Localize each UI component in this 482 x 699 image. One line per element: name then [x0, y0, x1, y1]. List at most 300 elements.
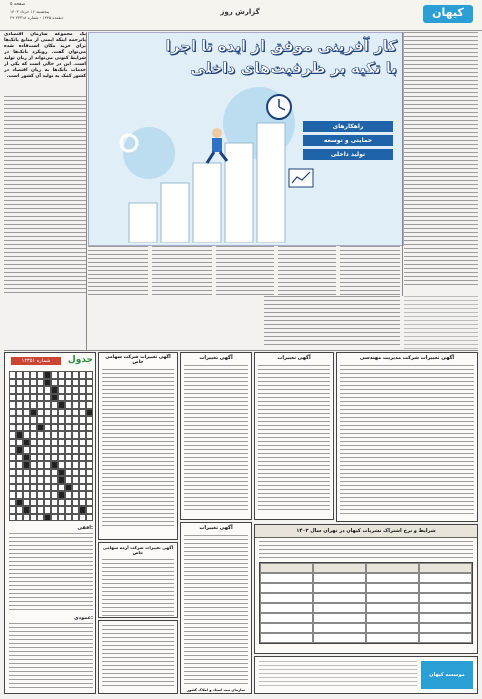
crossword-cell — [9, 386, 16, 394]
right-column-text — [404, 32, 478, 287]
crossword-cell — [79, 424, 86, 432]
crossword-cell — [72, 424, 79, 432]
crossword-cell — [37, 431, 44, 439]
crossword-cell — [51, 476, 58, 484]
crossword-cell — [51, 491, 58, 499]
crossword-cell — [30, 401, 37, 409]
subscription-table-cell — [260, 583, 313, 593]
section-title: گزارش روز — [220, 8, 260, 16]
hero-text-col-1 — [340, 246, 400, 298]
crossword-cell — [23, 379, 30, 387]
crossword-cell — [65, 454, 72, 462]
crossword-cell — [16, 379, 23, 387]
crossword-cell — [37, 371, 44, 379]
subscription-table-cell — [260, 623, 313, 633]
crossword-cell — [65, 371, 72, 379]
subscription-table-cell — [419, 573, 472, 583]
left-column — [4, 32, 86, 298]
crossword-cell — [65, 469, 72, 477]
subscription-table-cell — [313, 633, 366, 643]
crossword-cell — [51, 506, 58, 514]
subscription-table-cell — [419, 593, 472, 603]
subscription-table-cell — [419, 603, 472, 613]
crossword-black-cell — [23, 506, 30, 514]
crossword-cell — [37, 484, 44, 492]
crossword-cell — [86, 484, 93, 492]
crossword-cell — [9, 454, 16, 462]
crossword-cell — [86, 401, 93, 409]
chart-icon — [289, 169, 313, 187]
crossword-cell — [9, 409, 16, 417]
crossword-black-cell — [16, 446, 23, 454]
crossword-cell — [65, 394, 72, 402]
crossword-black-cell — [16, 431, 23, 439]
crossword-black-cell — [23, 454, 30, 462]
crossword-cell — [65, 416, 72, 424]
crossword-cell — [72, 506, 79, 514]
crossword-cell — [65, 491, 72, 499]
ad-box-3-title: آگهی تغییرات — [277, 355, 311, 361]
subscription-table-cell — [313, 583, 366, 593]
subscription-table-cell — [313, 573, 366, 583]
subscription-table-cell — [313, 593, 366, 603]
crossword-cell — [16, 416, 23, 424]
ad-box-7 — [180, 522, 252, 694]
subscription-table-cell — [313, 613, 366, 623]
ad-box-2-title: آگهی تغییرات — [199, 355, 233, 361]
right-column — [404, 32, 478, 294]
crossword-cell — [79, 386, 86, 394]
crossword-cell — [16, 394, 23, 402]
crossword-black-cell — [16, 499, 23, 507]
crossword-grid — [9, 371, 93, 521]
crossword-cell — [44, 446, 51, 454]
crossword-cell — [16, 386, 23, 394]
crossword-cell — [72, 454, 79, 462]
ad-box-5-title: آگهی تغییرات شرکت آرمه سهامی خاص — [102, 545, 174, 555]
subscription-table-cell — [419, 633, 472, 643]
crossword-cell — [9, 499, 16, 507]
crossword-cell — [44, 454, 51, 462]
crossword-cell — [44, 506, 51, 514]
crossword-cell — [23, 371, 30, 379]
hero-section — [88, 32, 404, 246]
crossword-cell — [44, 476, 51, 484]
crossword-cell — [79, 394, 86, 402]
crossword-cell — [16, 514, 23, 522]
crossword-cell — [72, 409, 79, 417]
hero-text-col-5 — [88, 246, 148, 298]
crossword-cell — [79, 461, 86, 469]
crossword-cell — [23, 431, 30, 439]
ad-box-2 — [180, 352, 252, 520]
crossword-cell — [58, 409, 65, 417]
clock-icon — [267, 95, 291, 119]
crossword-cell — [65, 431, 72, 439]
crossword-cell — [37, 491, 44, 499]
crossword-cell — [58, 439, 65, 447]
column-rule-2 — [86, 32, 87, 350]
crossword-cell — [51, 431, 58, 439]
crossword-cell — [86, 416, 93, 424]
crossword-cell — [23, 416, 30, 424]
crossword-cell — [9, 476, 16, 484]
crossword-cell — [30, 386, 37, 394]
crossword-cell — [65, 409, 72, 417]
crossword-black-cell — [44, 371, 51, 379]
crossword-black-cell — [58, 401, 65, 409]
crossword-cell — [86, 386, 93, 394]
crossword-cell — [65, 446, 72, 454]
crossword-cell — [51, 371, 58, 379]
crossword-cell — [23, 491, 30, 499]
crossword-cell — [51, 416, 58, 424]
crossword-cell — [58, 454, 65, 462]
crossword-cell — [44, 401, 51, 409]
crossword-cell — [51, 401, 58, 409]
crossword-cell — [30, 476, 37, 484]
crossword-cell — [44, 424, 51, 432]
crossword-cell — [72, 469, 79, 477]
logo — [422, 3, 474, 25]
crossword-cell — [86, 424, 93, 432]
crossword-cell — [51, 469, 58, 477]
crossword-cell — [23, 476, 30, 484]
crossword-across-text — [9, 533, 93, 613]
crossword-cell — [72, 431, 79, 439]
crossword-cell — [30, 379, 37, 387]
crossword-cell — [58, 514, 65, 522]
crossword-cell — [9, 506, 16, 514]
crossword-cell — [86, 394, 93, 402]
horizontal-rule-1 — [4, 350, 478, 351]
crossword-cell — [65, 499, 72, 507]
crossword-cell — [65, 461, 72, 469]
crossword-cell — [9, 371, 16, 379]
hero-text-col-4 — [152, 246, 212, 298]
crossword-cell — [72, 386, 79, 394]
crossword-cell — [65, 401, 72, 409]
crossword-cell — [72, 499, 79, 507]
hero-badges — [303, 121, 393, 160]
crossword-black-cell — [86, 409, 93, 417]
ad-box-3-text — [258, 365, 330, 513]
crossword-cell — [37, 439, 44, 447]
crossword-cell — [79, 371, 86, 379]
crossword-cell — [86, 431, 93, 439]
subscription-table-cell — [366, 623, 419, 633]
ad-box-5 — [98, 542, 178, 618]
crossword-cell — [51, 446, 58, 454]
mid-text-right — [404, 296, 478, 350]
crossword-cell — [79, 476, 86, 484]
subscription-table-cell — [313, 603, 366, 613]
crossword-across-label: افقی: — [77, 525, 93, 531]
subscription-form-lines — [259, 661, 417, 689]
crossword-cell — [9, 491, 16, 499]
crossword-cell — [16, 424, 23, 432]
subscription-table-cell — [366, 593, 419, 603]
crossword-cell — [65, 386, 72, 394]
crossword-black-cell — [79, 506, 86, 514]
ad-box-6 — [98, 620, 178, 694]
hero-text-col-3 — [216, 246, 274, 298]
crossword-cell — [37, 446, 44, 454]
subscription-form — [254, 656, 478, 694]
ad-box-5-text — [102, 559, 174, 617]
crossword-cell — [79, 484, 86, 492]
crossword-number: شماره ۱۲۳۵۱ — [11, 357, 61, 365]
ad-box-4 — [336, 352, 478, 522]
crossword-cell — [16, 469, 23, 477]
crossword-cell — [58, 416, 65, 424]
crossword-cell — [86, 454, 93, 462]
crossword-cell — [58, 431, 65, 439]
hero-badge-3: تولید داخلی — [303, 149, 393, 160]
runner-figure-icon — [207, 128, 227, 163]
crossword-cell — [9, 439, 16, 447]
crossword-cell — [86, 506, 93, 514]
crossword-cell — [44, 491, 51, 499]
crossword-cell — [79, 409, 86, 417]
crossword-cell — [58, 484, 65, 492]
crossword-cell — [30, 394, 37, 402]
hero-headline-2: با تکیه بر ظرفیت‌های داخلی — [190, 59, 397, 77]
crossword-cell — [44, 469, 51, 477]
crossword-cell — [9, 431, 16, 439]
logo-text: کیهان — [432, 6, 464, 19]
crossword-cell — [58, 506, 65, 514]
crossword-cell — [37, 394, 44, 402]
ad-box-2-text — [184, 365, 248, 513]
page-label: صفحه ۵ — [10, 2, 26, 7]
crossword-cell — [44, 461, 51, 469]
ad-box-4-title: آگهی تغییرات شرکت مدیریت مهندسی — [359, 355, 455, 361]
subscription-table-cell — [313, 563, 366, 573]
crossword-cell — [9, 514, 16, 522]
crossword-cell — [58, 499, 65, 507]
crossword-cell — [44, 386, 51, 394]
crossword-cell — [65, 506, 72, 514]
crossword-cell — [72, 461, 79, 469]
date-line-2: ۲۹ ذیقعده ۱۴۴۵ - شماره ۲۳۳۱۸ — [10, 15, 64, 20]
masthead — [0, 0, 482, 31]
crossword-cell — [86, 446, 93, 454]
ad-box-7-org: سازمان ثبت اسناد و املاک کشور — [186, 688, 246, 692]
crossword-cell — [16, 454, 23, 462]
crossword-cell — [23, 394, 30, 402]
date-line-1: پنجشنبه ۱۶ خرداد ۱۴۰۳ — [10, 9, 50, 14]
subscription-table-cell — [260, 603, 313, 613]
crossword-cell — [30, 431, 37, 439]
crossword-cell — [44, 416, 51, 424]
hero-illustration — [89, 83, 329, 243]
crossword-cell — [44, 484, 51, 492]
crossword-cell — [72, 416, 79, 424]
crossword-cell — [79, 379, 86, 387]
crossword-black-cell — [58, 476, 65, 484]
crossword-cell — [72, 394, 79, 402]
subscription-table-cell — [260, 613, 313, 623]
crossword-cell — [79, 431, 86, 439]
crossword-cell — [23, 386, 30, 394]
crossword-cell — [30, 484, 37, 492]
crossword-cell — [86, 514, 93, 522]
crossword-cell — [51, 424, 58, 432]
crossword-cell — [37, 401, 44, 409]
crossword-cell — [23, 469, 30, 477]
crossword-cell — [37, 416, 44, 424]
crossword-black-cell — [23, 439, 30, 447]
crossword-cell — [65, 476, 72, 484]
subscription-table-intro — [259, 541, 473, 559]
crossword-cell — [51, 439, 58, 447]
subscription-table-cell — [419, 613, 472, 623]
crossword-cell — [44, 439, 51, 447]
crossword-cell — [79, 416, 86, 424]
crossword-cell — [37, 379, 44, 387]
crossword-cell — [30, 371, 37, 379]
subscription-table-cell — [366, 603, 419, 613]
crossword-cell — [9, 379, 16, 387]
subscription-table-cell — [419, 583, 472, 593]
ad-box-6-text — [102, 625, 174, 689]
crossword-black-cell — [65, 484, 72, 492]
crossword-cell — [51, 379, 58, 387]
crossword-cell — [79, 446, 86, 454]
crossword-cell — [65, 424, 72, 432]
left-column-text — [4, 96, 86, 296]
crossword-black-cell — [44, 379, 51, 387]
crossword-cell — [44, 499, 51, 507]
crossword-cell — [86, 379, 93, 387]
crossword-cell — [23, 484, 30, 492]
subscription-table-cell — [419, 563, 472, 573]
crossword-cell — [30, 416, 37, 424]
crossword-cell — [58, 386, 65, 394]
crossword-cell — [16, 476, 23, 484]
crossword-black-cell — [30, 409, 37, 417]
crossword-cell — [72, 439, 79, 447]
crossword-cell — [37, 454, 44, 462]
crossword-cell — [65, 379, 72, 387]
crossword-cell — [58, 424, 65, 432]
crossword-cell — [23, 446, 30, 454]
ad-box-1 — [98, 352, 178, 540]
crossword-cell — [16, 409, 23, 417]
crossword-cell — [37, 506, 44, 514]
crossword-cell — [37, 409, 44, 417]
subscription-table-cell — [366, 573, 419, 583]
crossword-cell — [9, 446, 16, 454]
subscription-table-cell — [260, 563, 313, 573]
subscription-table-cell — [366, 583, 419, 593]
crossword-cell — [23, 499, 30, 507]
crossword-cell — [16, 371, 23, 379]
crossword-cell — [30, 491, 37, 499]
crossword-cell — [30, 499, 37, 507]
crossword-cell — [58, 461, 65, 469]
hero-badge-2: حمایتی و توسعه — [303, 135, 393, 146]
mid-headline — [264, 296, 400, 348]
crossword-cell — [9, 461, 16, 469]
crossword-cell — [79, 454, 86, 462]
crossword-cell — [86, 469, 93, 477]
crossword-cell — [30, 446, 37, 454]
subscription-table-cell — [366, 633, 419, 643]
hero-badge-1: راهکارهای — [303, 121, 393, 132]
crossword-black-cell — [58, 491, 65, 499]
crossword-cell — [30, 424, 37, 432]
crossword-cell — [51, 409, 58, 417]
crossword-cell — [37, 386, 44, 394]
crossword-cell — [30, 506, 37, 514]
crossword-cell — [16, 401, 23, 409]
crossword-cell — [72, 514, 79, 522]
crossword-cell — [72, 446, 79, 454]
crossword-cell — [16, 484, 23, 492]
mid-headline-text — [264, 296, 400, 348]
crossword-cell — [16, 461, 23, 469]
crossword-cell — [86, 461, 93, 469]
crossword-cell — [79, 514, 86, 522]
crossword-cell — [37, 514, 44, 522]
crossword-cell — [51, 454, 58, 462]
ad-box-1-text — [102, 369, 174, 529]
crossword-cell — [9, 416, 16, 424]
crossword-cell — [72, 484, 79, 492]
crossword-black-cell — [23, 461, 30, 469]
crossword-cell — [72, 491, 79, 499]
crossword-cell — [58, 446, 65, 454]
crossword-cell — [9, 469, 16, 477]
crossword-down-text — [9, 623, 93, 691]
crossword-cell — [37, 476, 44, 484]
crossword-cell — [79, 439, 86, 447]
subscription-table-cell — [260, 573, 313, 583]
crossword-down-label: عمودی: — [73, 615, 93, 621]
hero-text-col-2 — [278, 246, 336, 298]
subscription-table-cell — [419, 623, 472, 633]
crossword-cell — [58, 371, 65, 379]
left-lead-text: یک مجموعه سازمان اقتصادی پاترجمه اینکه ایمنی از منابع بانک‌ها برای خرید مکان است‌فاده شده می‌توان گفت. رویکرد بانک‌ها در شرایط کنونی می‌تواند از زیان تولید است. این در حالی است که یکی از خدمات بانک‌ها به زیان اقتصاد در کشور کمک به تولید آن کشور است. — [4, 32, 86, 79]
crossword-cell — [79, 491, 86, 499]
crossword-cell — [37, 461, 44, 469]
crossword-black-cell — [58, 469, 65, 477]
crossword-cell — [44, 409, 51, 417]
crossword-cell — [30, 454, 37, 462]
crossword-black-cell — [51, 386, 58, 394]
ad-box-4-text — [340, 365, 474, 515]
subscription-table-title: شرایط و نرخ اشتراک نشریات کیهان در تهران سال ۱۴۰۳ — [255, 525, 477, 538]
crossword-cell — [9, 394, 16, 402]
subscription-table-cell — [260, 633, 313, 643]
crossword-cell — [51, 499, 58, 507]
crossword-cell — [44, 431, 51, 439]
crossword-cell — [72, 401, 79, 409]
crossword-cell — [58, 379, 65, 387]
crossword-cell — [72, 379, 79, 387]
subscription-table — [254, 524, 478, 654]
crossword-cell — [72, 371, 79, 379]
crossword-cell — [30, 439, 37, 447]
crossword-cell — [86, 371, 93, 379]
crossword-cell — [23, 409, 30, 417]
ad-box-3 — [254, 352, 334, 520]
crossword-cell — [44, 394, 51, 402]
crossword-cell — [9, 424, 16, 432]
subscription-table-cell — [366, 563, 419, 573]
